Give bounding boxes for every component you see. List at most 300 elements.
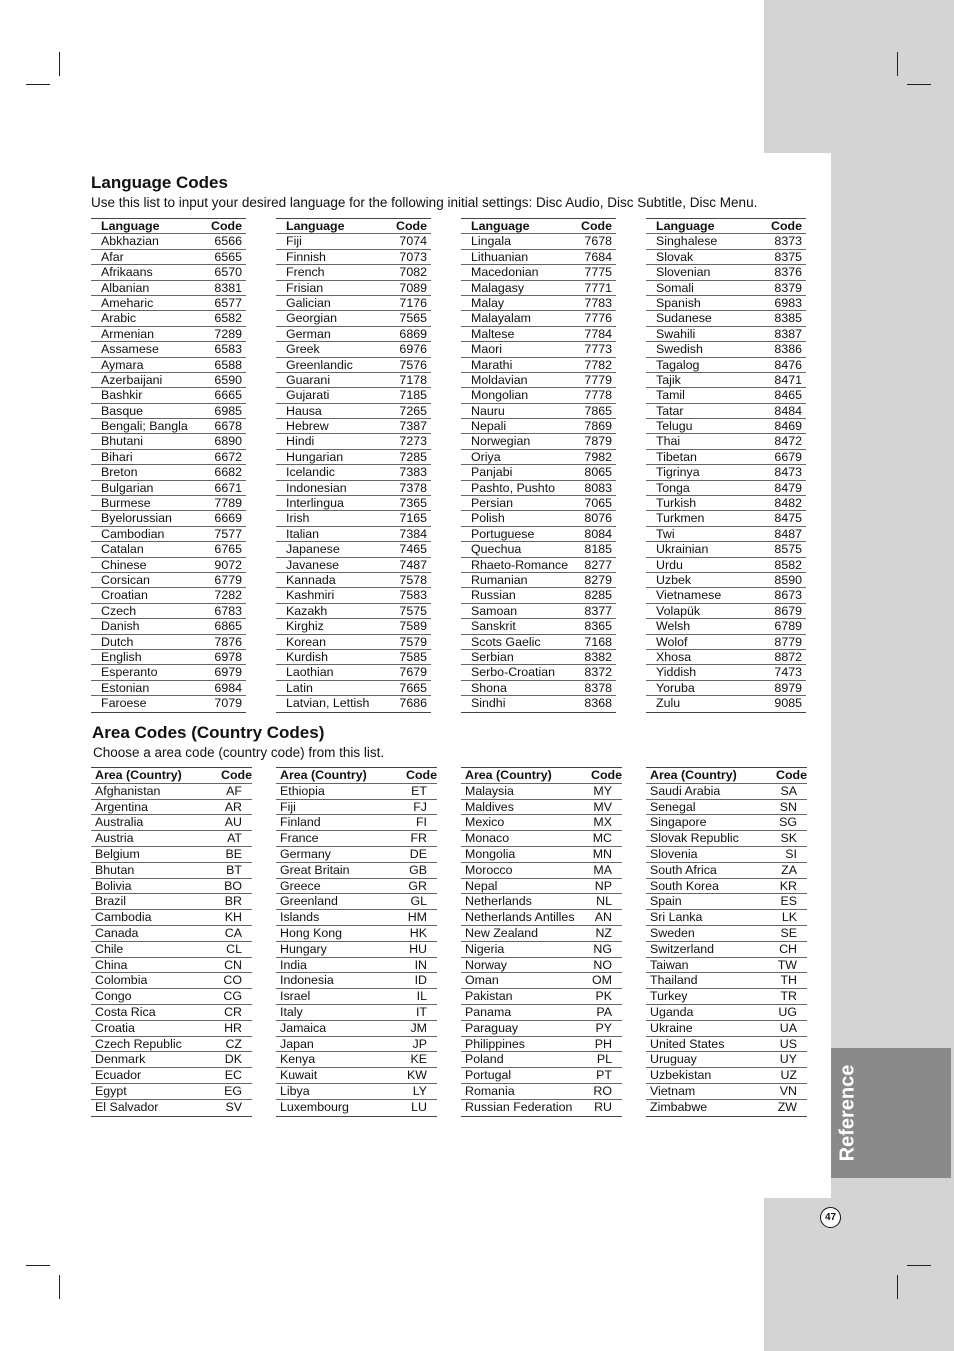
table-row [461, 250, 616, 265]
row-code: 7265 [399, 403, 427, 418]
row-code: PT [596, 1068, 612, 1083]
row-name: Hong Kong [280, 925, 343, 940]
table-row [646, 831, 807, 847]
table-row [91, 942, 252, 958]
table-row [461, 311, 616, 326]
row-name: Senegal [650, 799, 696, 814]
row-code: HM [407, 910, 427, 925]
row-name: Azerbaijani [101, 372, 163, 387]
row-code: MX [593, 815, 612, 830]
row-code: MY [593, 783, 612, 798]
table-row [276, 604, 431, 619]
row-code: JM [410, 1020, 427, 1035]
table-row [646, 511, 806, 526]
table-row [276, 588, 431, 603]
header-code: Code [581, 219, 612, 233]
table-row [461, 815, 622, 831]
table-row [461, 973, 622, 989]
row-code: CR [224, 1004, 242, 1019]
table-row [91, 784, 252, 800]
sidebar-band [831, 153, 954, 1198]
row-name: New Zealand [465, 925, 539, 940]
row-code: FJ [413, 799, 427, 814]
reference-label: Reference [836, 1064, 859, 1162]
row-name: Sweden [650, 925, 695, 940]
row-code: 7982 [584, 449, 612, 464]
crop-mark [26, 1265, 50, 1266]
row-name: Kuwait [280, 1068, 318, 1083]
row-name: Pakistan [465, 989, 513, 1004]
table-row [646, 681, 806, 696]
table-row [91, 650, 246, 665]
row-name: Indonesia [280, 973, 334, 988]
row-code: PY [595, 1020, 612, 1035]
table-row [91, 558, 246, 573]
row-name: Kurdish [286, 649, 329, 664]
table-header [91, 768, 252, 784]
row-name: Netherlands Antilles [465, 910, 575, 925]
row-name: Malayalam [471, 311, 531, 326]
table-row [646, 373, 806, 388]
table-row [91, 1052, 252, 1068]
table-row [276, 973, 437, 989]
row-code: 7082 [399, 265, 427, 280]
row-code: 6789 [774, 619, 802, 634]
row-code: EC [224, 1068, 242, 1083]
row-name: Canada [95, 925, 139, 940]
crop-mark [59, 52, 60, 76]
row-code: NG [593, 941, 612, 956]
table-row [91, 281, 246, 296]
row-name: Kenya [280, 1052, 316, 1067]
row-name: United States [650, 1036, 725, 1051]
table-row [91, 573, 246, 588]
row-name: India [280, 957, 307, 972]
row-name: Uzbek [656, 572, 692, 587]
table-row [91, 465, 246, 480]
row-name: Tonga [656, 480, 690, 495]
table-row [461, 404, 616, 419]
table-row [461, 465, 616, 480]
row-name: Belgium [95, 846, 140, 861]
row-name: Armenian [101, 326, 155, 341]
table-row [646, 327, 806, 342]
row-name: Serbo-Croatian [471, 665, 556, 680]
row-name: Burmese [101, 496, 151, 511]
area-codes-title: Area Codes (Country Codes) [92, 723, 325, 742]
row-name: Frisian [286, 280, 324, 295]
area-column [461, 767, 622, 1117]
row-name: Panama [465, 1004, 512, 1019]
row-name: Slovenia [650, 846, 698, 861]
table-row [461, 800, 622, 816]
row-name: Nigeria [465, 941, 505, 956]
row-code: 7784 [584, 326, 612, 341]
table-header [276, 768, 437, 784]
row-code: 6577 [214, 295, 242, 310]
row-name: Uganda [650, 1004, 694, 1019]
table-row [276, 327, 431, 342]
lang-column [276, 218, 431, 713]
row-code: LY [412, 1083, 427, 1098]
row-code: FI [415, 815, 427, 830]
row-name: Cambodia [95, 910, 152, 925]
table-row [276, 234, 431, 249]
table-row [91, 847, 252, 863]
table-row [91, 311, 246, 326]
table-row [461, 989, 622, 1005]
table-row [646, 1084, 807, 1100]
row-code: 8476 [774, 357, 802, 372]
table-row [461, 910, 622, 926]
row-name: Japanese [286, 542, 340, 557]
table-row [461, 879, 622, 895]
row-code: 7665 [399, 680, 427, 695]
row-code: AF [226, 783, 242, 798]
row-code: 8372 [584, 665, 612, 680]
table-row [461, 388, 616, 403]
table-row [276, 681, 431, 696]
table-row [91, 434, 246, 449]
row-name: Sanskrit [471, 619, 516, 634]
table-row [461, 419, 616, 434]
table-row [91, 265, 246, 280]
header-name: Language [656, 219, 715, 233]
row-code: 6565 [214, 249, 242, 264]
row-code: 7789 [214, 496, 242, 511]
row-code: HU [409, 941, 427, 956]
crop-mark [897, 52, 898, 76]
table-row [91, 511, 246, 526]
header-name: Language [101, 219, 160, 233]
row-code: 8479 [774, 480, 802, 495]
row-name: Albanian [101, 280, 150, 295]
row-code: 8381 [214, 280, 242, 295]
row-code: SN [779, 799, 797, 814]
table-row [276, 1021, 437, 1037]
header-code: Code [776, 768, 807, 782]
row-code: 7365 [399, 496, 427, 511]
row-name: Libya [280, 1083, 310, 1098]
area-column [91, 767, 252, 1117]
table-row [461, 1100, 622, 1116]
table-row [91, 527, 246, 542]
row-code: TW [777, 957, 797, 972]
row-name: Somali [656, 280, 694, 295]
row-code: 9072 [214, 557, 242, 572]
row-code: 7387 [399, 419, 427, 434]
row-name: Afghanistan [95, 783, 161, 798]
table-row [276, 542, 431, 557]
crop-mark [26, 84, 50, 85]
table-row [276, 1005, 437, 1021]
row-code: 7773 [584, 342, 612, 357]
row-code: KH [224, 910, 242, 925]
table-row [276, 434, 431, 449]
table-row [276, 619, 431, 634]
row-code: 8484 [774, 403, 802, 418]
row-name: Turkish [656, 496, 697, 511]
row-code: 8679 [774, 603, 802, 618]
table-row [646, 434, 806, 449]
row-name: Norwegian [471, 434, 531, 449]
row-name: Congo [95, 989, 132, 1004]
row-code: RO [593, 1083, 612, 1098]
row-name: Zulu [656, 696, 681, 711]
row-code: 8386 [774, 342, 802, 357]
row-name: Nepali [471, 419, 507, 434]
row-code: MV [593, 799, 612, 814]
row-name: Volapük [656, 603, 701, 618]
row-code: CA [224, 925, 242, 940]
table-row [461, 926, 622, 942]
row-name: Bhutan [95, 862, 135, 877]
table-row [461, 450, 616, 465]
table-row [91, 450, 246, 465]
row-code: MC [592, 831, 612, 846]
row-code: JP [412, 1036, 427, 1051]
row-code: UA [779, 1020, 797, 1035]
row-code: EG [224, 1083, 242, 1098]
table-row [276, 558, 431, 573]
row-name: Icelandic [286, 465, 335, 480]
row-code: 9085 [774, 696, 802, 711]
header-code: Code [406, 768, 437, 782]
row-code: 7684 [584, 249, 612, 264]
row-name: Vietnamese [656, 588, 722, 603]
table-row [91, 910, 252, 926]
table-header [461, 219, 616, 234]
table-row [91, 863, 252, 879]
table-row [461, 265, 616, 280]
row-name: Bolivia [95, 878, 132, 893]
table-row [646, 450, 806, 465]
table-row [646, 863, 807, 879]
row-code: 8279 [584, 572, 612, 587]
row-code: 6869 [399, 326, 427, 341]
row-code: 6984 [214, 680, 242, 695]
row-name: Malagasy [471, 280, 525, 295]
row-name: Guarani [286, 372, 331, 387]
table-row [276, 635, 431, 650]
table-row [646, 1021, 807, 1037]
row-name: Russian [471, 588, 516, 603]
row-code: NP [594, 878, 612, 893]
row-name: Persian [471, 496, 514, 511]
table-row [276, 481, 431, 496]
table-row [461, 863, 622, 879]
row-name: Corsican [101, 572, 150, 587]
row-code: BT [226, 862, 242, 877]
table-row [91, 342, 246, 357]
table-row [276, 311, 431, 326]
row-name: English [101, 649, 142, 664]
row-code: ES [780, 894, 797, 909]
row-code: 8285 [584, 588, 612, 603]
row-name: Swedish [656, 342, 703, 357]
row-name: Rumanian [471, 572, 528, 587]
table-row [646, 1068, 807, 1084]
row-name: Lingala [471, 234, 511, 249]
row-name: Thailand [650, 973, 698, 988]
row-code: 8575 [774, 542, 802, 557]
table-row [91, 973, 252, 989]
table-row [461, 604, 616, 619]
row-code: ET [411, 783, 427, 798]
row-code: 6865 [214, 619, 242, 634]
row-name: Arabic [101, 311, 137, 326]
table-row [276, 573, 431, 588]
table-header [91, 219, 246, 234]
row-code: 8083 [584, 480, 612, 495]
row-name: Finland [280, 815, 321, 830]
table-row [276, 404, 431, 419]
row-name: Kirghiz [286, 619, 324, 634]
row-code: 7073 [399, 249, 427, 264]
header-name: Area (Country) [465, 768, 552, 782]
row-code: 7869 [584, 419, 612, 434]
table-row [276, 800, 437, 816]
row-code: 7465 [399, 542, 427, 557]
table-row [461, 496, 616, 511]
row-name: Rhaeto-Romance [471, 557, 569, 572]
row-code: 7589 [399, 619, 427, 634]
row-name: Hindi [286, 434, 315, 449]
row-code: 7583 [399, 588, 427, 603]
row-code: 7178 [399, 372, 427, 387]
table-row [646, 650, 806, 665]
table-header [646, 219, 806, 234]
table-row [646, 784, 807, 800]
table-row [461, 527, 616, 542]
row-name: Spain [650, 894, 682, 909]
row-code: 7771 [584, 280, 612, 295]
row-name: Mexico [465, 815, 505, 830]
row-name: Colombia [95, 973, 148, 988]
table-row [646, 358, 806, 373]
row-code: 8473 [774, 465, 802, 480]
row-name: Macedonian [471, 265, 539, 280]
table-row [646, 894, 807, 910]
row-name: Italy [280, 1004, 303, 1019]
row-code: SV [225, 1099, 242, 1114]
row-code: 6672 [214, 449, 242, 464]
table-row [646, 879, 807, 895]
table-row [461, 696, 616, 711]
row-name: Galician [286, 295, 331, 310]
row-code: SE [780, 925, 797, 940]
area-column [646, 767, 807, 1117]
table-row [646, 296, 806, 311]
table-row [91, 419, 246, 434]
row-name: Costa Rica [95, 1004, 156, 1019]
row-name: Chinese [101, 557, 147, 572]
row-name: Greenlandic [286, 357, 353, 372]
table-row [276, 465, 431, 480]
row-name: Uzbekistan [650, 1068, 712, 1083]
header-name: Area (Country) [95, 768, 182, 782]
table-row [276, 863, 437, 879]
table-row [646, 1037, 807, 1053]
row-code: 7876 [214, 634, 242, 649]
table-row [276, 496, 431, 511]
table-row [276, 665, 431, 680]
table-row [646, 847, 807, 863]
row-code: 7168 [584, 634, 612, 649]
row-code: ID [414, 973, 427, 988]
row-code: AU [224, 815, 242, 830]
table-row [276, 342, 431, 357]
row-code: 8472 [774, 434, 802, 449]
row-code: 6783 [214, 603, 242, 618]
row-code: 8482 [774, 496, 802, 511]
row-name: Oman [465, 973, 499, 988]
table-row [646, 619, 806, 634]
table-row [91, 1005, 252, 1021]
row-code: 7575 [399, 603, 427, 618]
row-name: Georgian [286, 311, 337, 326]
row-name: Vietnam [650, 1083, 696, 1098]
row-name: China [95, 957, 128, 972]
row-name: Xhosa [656, 649, 692, 664]
row-code: UG [778, 1004, 797, 1019]
row-name: Croatia [95, 1020, 135, 1035]
row-code: 7185 [399, 388, 427, 403]
row-code: CL [226, 941, 242, 956]
table-row [461, 1005, 622, 1021]
row-code: RU [594, 1099, 612, 1114]
table-row [646, 958, 807, 974]
table-row [91, 1100, 252, 1116]
row-name: Samoan [471, 603, 518, 618]
row-name: Maori [471, 342, 502, 357]
row-name: Switzerland [650, 941, 715, 956]
row-code: OM [592, 973, 612, 988]
crop-mark [897, 1275, 898, 1299]
row-code: TH [780, 973, 797, 988]
row-name: Nauru [471, 403, 505, 418]
row-name: Spanish [656, 295, 701, 310]
row-code: 7565 [399, 311, 427, 326]
row-code: MA [593, 862, 612, 877]
row-name: Catalan [101, 542, 144, 557]
row-code: 7487 [399, 557, 427, 572]
row-name: Yiddish [656, 665, 697, 680]
table-row [646, 265, 806, 280]
table-row [276, 1068, 437, 1084]
row-code: CZ [225, 1036, 242, 1051]
lang-column [646, 218, 806, 713]
table-row [276, 450, 431, 465]
row-name: Czech [101, 603, 137, 618]
table-row [646, 481, 806, 496]
row-code: 7383 [399, 465, 427, 480]
row-code: LU [411, 1099, 427, 1114]
row-name: Monaco [465, 831, 510, 846]
row-code: 7165 [399, 511, 427, 526]
row-name: Singapore [650, 815, 707, 830]
row-name: Jamaica [280, 1020, 327, 1035]
row-code: 6665 [214, 388, 242, 403]
row-code: 8979 [774, 680, 802, 695]
row-code: 8277 [584, 557, 612, 572]
table-row [461, 588, 616, 603]
row-code: SI [785, 846, 797, 861]
table-row [461, 511, 616, 526]
row-name: Ukrainian [656, 542, 709, 557]
row-code: 8385 [774, 311, 802, 326]
table-row [91, 481, 246, 496]
